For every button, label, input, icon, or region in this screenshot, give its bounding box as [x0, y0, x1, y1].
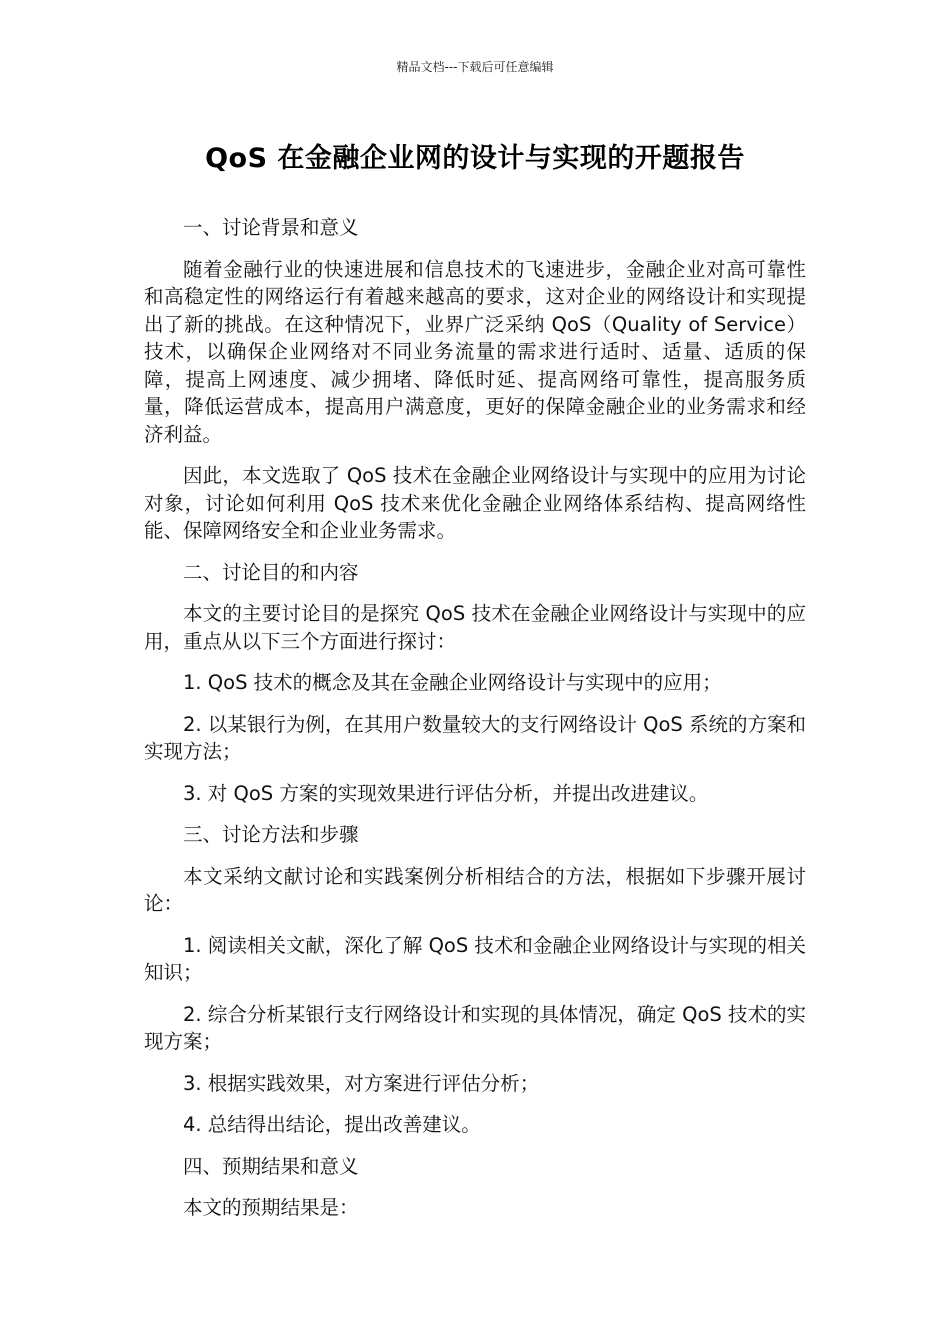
paragraph-topic-selection: 因此，本文选取了 QoS 技术在金融企业网络设计与实现中的应用为讨论对象，讨论如何利用 QoS 技术来优化金融企业网络体系结构、提高网络性能、保障网络安全和企业业务需求。 [144, 464, 806, 542]
paragraph-objectives: 本文的主要讨论目的是探究 QoS 技术在金融企业网络设计与实现中的应用，重点从以下三个方面进行探讨： [144, 602, 806, 653]
header-note: 精品文档---下载后可任意编辑 [396, 60, 554, 74]
document-body [144, 214, 806, 1236]
section-heading-expected-results: 四、预期结果和意义 [183, 1154, 359, 1178]
list-item-step-3: 3. 根据实践效果，对方案进行评估分析； [183, 1071, 540, 1095]
section-heading-background: 一、讨论背景和意义 [183, 216, 359, 239]
paragraph-expected-results: 本文的预期结果是： [183, 1196, 359, 1219]
list-item-objective-2: 2. 以某银行为例，在其用户数量较大的支行网络设计 QoS 系统的方案和实现方法； [144, 712, 806, 763]
list-item-step-2: 2. 综合分析某银行支行网络设计和实现的具体情况，确定 QoS 技术的实现方案； [144, 1002, 806, 1053]
list-item-objective-1: 1. QoS 技术的概念及其在金融企业网络设计与实现中的应用； [183, 671, 722, 694]
list-item-step-4: 4. 总结得出结论，提出改善建议。 [183, 1113, 481, 1136]
section-heading-methods: 三、讨论方法和步骤 [183, 823, 359, 846]
document-title: QoS 在金融企业网的设计与实现的开题报告 [205, 143, 745, 174]
list-item-step-1: 1. 阅读相关文献，深化了解 QoS 技术和金融企业网络设计与实现的相关知识； [144, 933, 806, 984]
section-heading-objectives: 二、讨论目的和内容 [183, 560, 359, 584]
paragraph-background: 随着金融行业的快速进展和信息技术的飞速进步，金融企业对高可靠性和高稳定性的网络运行有着越来越高的要求，这对企业的网络设计和实现提出了新的挑战。在这种情况下，业界广泛采纳 QoS（Quality of Service）技术，以确保企业网络对不同业务流量的需求进行适时、适量、适质的保障，提高上网速度、减少拥堵、降低时延、提高网络可靠性，提高服务质量，降低运营成本，提高用户满意度，更好的保障金融企业的业务需求和经济利益。 [144, 257, 806, 446]
paragraph-methods: 本文采纳文献讨论和实践案例分析相结合的方法，根据如下步骤开展讨论： [144, 864, 806, 915]
list-item-objective-3: 3. 对 QoS 方案的实现效果进行评估分析，并提出改进建议。 [183, 781, 709, 805]
